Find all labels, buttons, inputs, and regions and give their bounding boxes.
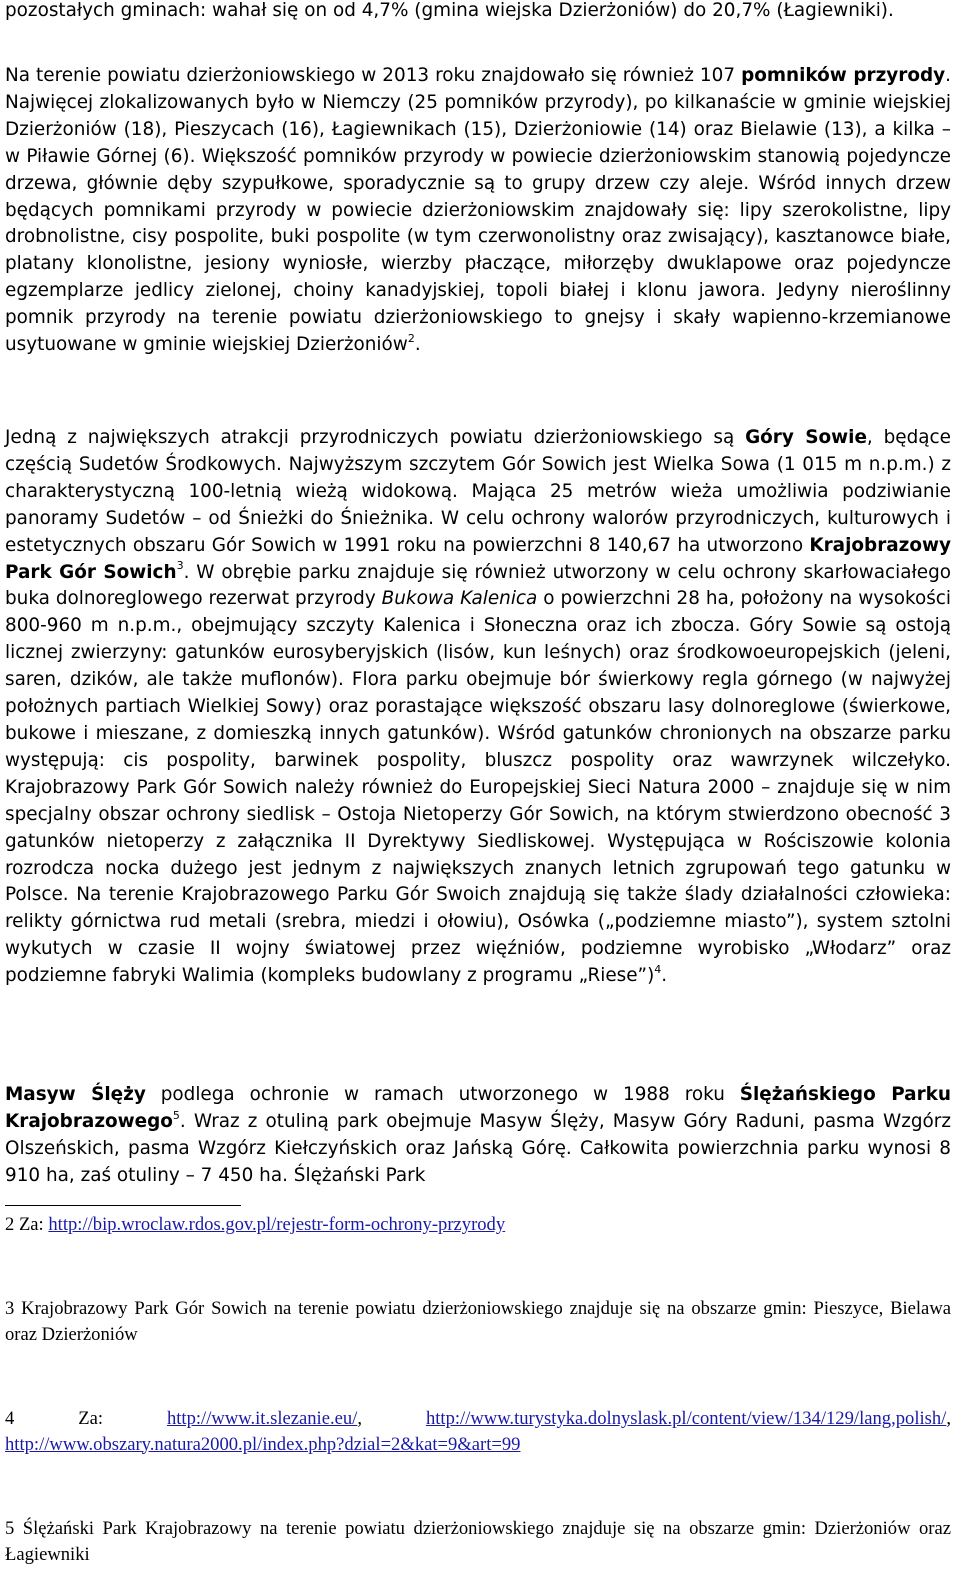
paragraph-text: . xyxy=(414,334,421,356)
paragraph-masyw-slezy xyxy=(5,1082,951,1190)
footnote-ref-2[interactable]: 2 xyxy=(407,331,415,345)
paragraph-nature-monuments xyxy=(5,63,951,359)
paragraph-text: podlega ochronie w ramach utworzonego w 1988 roku xyxy=(145,1084,740,1105)
bold-term-gory-sowie: Góry Sowie xyxy=(745,427,867,448)
paragraph-text: . W obrębie parku znajduje się również utworzony w celu ochrony skarłowaciałego buka dolnoreglowego rezerwat przyrody xyxy=(5,561,951,610)
paragraph-text: , będące częścią Sudetów Środkowych. Najwyższym szczytem Gór Sowich jest Wielka Sowa (1 015 m n.p.m.) z charakterystyczną 100-letnią wieżą widokową. Mająca 25 metrów wieża umożliwia podziwianie panoramy Sudetów – od Śnieżki do Śnieżnika. W celu ochrony walorów przyrodniczych, kulturowych i estetycznych obszaru Gór Sowich w 1991 roku na powierzchni 8 140,67 ha utworzono xyxy=(5,427,951,556)
italic-term-bukowa-kalenica: Bukowa Kalenica xyxy=(381,588,538,610)
bold-term-slezanski-park: Ślężańskiego Parku Krajobrazowego xyxy=(5,1084,951,1132)
footnote-separator-comma: , xyxy=(357,1408,426,1429)
footnote-text: 3 Krajobrazowy Park Gór Sowich na terenie powiatu dzierżoniowskiego znajduje się na obszarze gmin: Pieszyce, Bielawa oraz Dzierżoniów xyxy=(5,1298,951,1345)
paragraph-text: o powierzchni 28 ha, położony na wysokości 800-960 m n.p.m., obejmujący szczyty Kalenica i Słoneczna oraz ich zbocza. Góry Sowie są ostoją licznej zwierzyny: gatunków eurosyberyjskich (lisów, kun leśnych) oraz środkowoeuropejskich (jeleni, saren, dzików, ale także muflonów). Flora parku obejmuje bór świerkowy regla górnego (w najwyżej położnych partiach Wielkiej Sowy) oraz porastające większość obszaru lasy dolnoreglowe (świerkowe, bukowe i mieszane, z domieszką innych gatunków). Wśród gatunków chronionych na obszarze parku występują: cis pospolity, barwinek pospolity, bluszcz pospolity oraz wawrzynek wilczełyko. Krajobrazowy Park Gór Sowich należy również do Europejskiej Sieci Natura 2000 – znajduje się w nim specjalny obszar ochrony siedlisk – Ostoja Nietoperzy Gór Sowich, na którym stwierdzono obecność 3 gatunków nietoperzy z załącznika II Dyrektywy Siedliskowej. Występująca w Rościszowie kolonia rozrodcza nocka dużego jest jednym z największych znanych letnich zgrupowań tego gatunku w Polsce. Na terenie Krajobrazowego Parku Gór Swoich znajdują się także ślady działalności człowieka: relikty górnictwa rud metali (srebra, miedzi i ołowiu), Osówka („podziemne miasto”), system sztolni wykutych w czasie II wojny światowej przez więźniów, podziemne wyrobisko „Włodarz” oraz podziemne fabryki Walimia (kompleks budowlany z programu „Riese”) xyxy=(5,588,952,987)
footnote-ref-4[interactable]: 4 xyxy=(654,963,662,976)
paragraph-text: . xyxy=(661,965,668,987)
footnote-label: 4 Za: xyxy=(5,1408,167,1429)
footnote-3 xyxy=(5,1296,951,1347)
bold-term-nature-monuments: pomników przyrody xyxy=(741,65,946,86)
footnote-link-slezanie[interactable]: http://www.it.slezanie.eu/ xyxy=(166,1408,358,1429)
footnote-4 xyxy=(5,1406,951,1457)
paragraph-intro-continued xyxy=(5,0,951,25)
footnote-separator xyxy=(5,1205,241,1206)
footnote-5 xyxy=(5,1516,951,1567)
footnote-ref-5[interactable]: 5 xyxy=(172,1108,180,1122)
paragraph-text: pozostałych gminach: wahał się on od 4,7% (gmina wiejska Dzierżoniów) do 20,7% (Łagiewniki). xyxy=(5,0,894,21)
footnote-2 xyxy=(5,1212,951,1238)
paragraph-text: Jedną z największych atrakcji przyrodniczych powiatu dzierżoniowskiego są xyxy=(5,427,746,448)
paragraph-gory-sowie xyxy=(5,425,951,990)
footnote-link-rdos[interactable]: http://bip.wroclaw.rdos.gov.pl/rejestr-form-ochrony-przyrody xyxy=(48,1214,506,1235)
footnote-text: 5 Ślężański Park Krajobrazowy na terenie powiatu dzierżoniowskiego znajduje się na obszarze gmin: Dzierżoniów oraz Łagiewniki xyxy=(5,1518,951,1565)
paragraph-text: . Najwięcej zlokalizowanych było w Niemczy (25 pomników przyrody), po kilkanaście w gminie wiejskiej Dzierżoniów (18), Pieszycach (16), Łagiewnikach (15), Dzierżoniowie (14) oraz Bielawie (13), a kilka – w Piławie Górnej (6). Większość pomników przyrody w powiecie dzierżoniowskim stanowią pojedyncze drzewa, głównie dęby szypułkowe, sporadycznie są to grupy drzew czy aleje. Wśród innych drzew będących pomnikami przyrody w powiecie dzierżoniowskim znajdowały się: lipy szerokolistne, lipy drobnolistne, cisy pospolite, buki pospolite (w tym czerwonolistny oraz zwisający), kasztanowce białe, platany klonolistne, jesiony wyniosłe, wierzby płaczące, miłorzęby dwuklapowe oraz pojedyncze egzemplarze jedlicy zielonej, choiny kanadyjskiej, topoli białej i klonu jawora. Jedyny nieroślinny pomnik przyrody na terenie powiatu dzierżoniowskiego to gnejsy i skały wapienno-krzemianowe usytuowane w gminie wiejskiej Dzierżoniów xyxy=(5,65,951,356)
footnote-label: 2 Za: xyxy=(5,1214,49,1235)
paragraph-text: Na terenie powiatu dzierżoniowskiego w 2013 roku znajdowało się również 107 xyxy=(5,65,742,86)
bold-term-park-gor-sowich: Krajobrazowy Park Gór Sowich xyxy=(5,534,951,583)
footnote-ref-3[interactable]: 3 xyxy=(176,559,184,573)
footnote-separator-comma: , xyxy=(946,1408,952,1429)
paragraph-text: . Wraz z otuliną park obejmuje Masyw Ślęży, Masyw Góry Raduni, pasma Wzgórz Olszeńskich, pasma Wzgórz Kiełczyńskich oraz Jańską Górę. Całkowita powierzchnia parku wynosi 8 910 ha, zaś otuliny – 7 450 ha. Ślężański Park xyxy=(5,1110,951,1186)
bold-term-masyw-slezy: Masyw Ślęży xyxy=(5,1084,146,1105)
footnote-link-natura2000[interactable]: http://www.obszary.natura2000.pl/index.php?dzial=2&kat=9&art=99 xyxy=(5,1433,521,1455)
footnote-link-turystyka[interactable]: http://www.turystyka.dolnyslask.pl/content/view/134/129/lang,polish/ xyxy=(425,1408,947,1429)
